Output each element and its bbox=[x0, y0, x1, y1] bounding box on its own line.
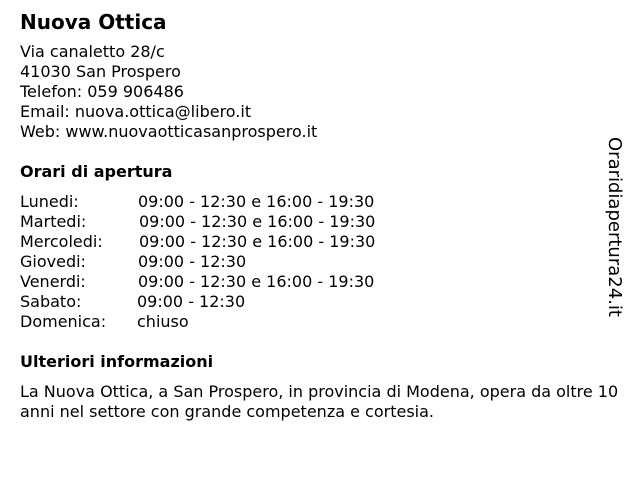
time-range: 09:00 - 12:30 e 16:00 - 19:30 bbox=[138, 272, 375, 291]
opening-hours-table bbox=[20, 192, 610, 332]
address-block bbox=[20, 42, 610, 142]
time-range: 09:00 - 12:30 bbox=[138, 252, 247, 271]
additional-info-text: La Nuova Ottica, a San Prospero, in provincia di Modena, opera da oltre 10 anni nel settore con grande competenza e cortesia. bbox=[20, 382, 619, 421]
time-range: 09:00 - 12:30 e 16:00 - 19:30 bbox=[138, 192, 375, 211]
hours-row-monday bbox=[20, 192, 610, 212]
time-range: 09:00 - 12:30 e 16:00 - 19:30 bbox=[139, 212, 376, 231]
business-name: Nuova Ottica bbox=[20, 10, 167, 34]
site-brand-label: Oraridiapertura24.it bbox=[604, 137, 625, 317]
day-label: Mercoledi: bbox=[20, 232, 103, 251]
day-label: Martedi: bbox=[20, 212, 87, 231]
time-range: chiuso bbox=[137, 312, 189, 331]
hours-row-thursday bbox=[20, 252, 610, 272]
opening-hours-heading: Orari di apertura bbox=[20, 162, 173, 181]
time-range: 09:00 - 12:30 e 16:00 - 19:30 bbox=[139, 232, 376, 251]
phone-number: Telefon: 059 906486 bbox=[20, 82, 184, 101]
time-range: 09:00 - 12:30 bbox=[137, 292, 246, 311]
street-address: Via canaletto 28/c bbox=[20, 42, 165, 61]
hours-row-sunday bbox=[20, 312, 610, 332]
email-address: Email: nuova.ottica@libero.it bbox=[20, 102, 252, 121]
postal-city: 41030 San Prospero bbox=[20, 62, 181, 81]
day-label: Venerdi: bbox=[20, 272, 86, 291]
additional-info-heading: Ulteriori informazioni bbox=[20, 352, 214, 371]
day-label: Lunedi: bbox=[20, 192, 79, 211]
day-label: Sabato: bbox=[20, 292, 82, 311]
day-label: Domenica: bbox=[20, 312, 107, 331]
day-label: Giovedi: bbox=[20, 252, 86, 271]
hours-row-friday bbox=[20, 272, 610, 292]
hours-row-tuesday bbox=[20, 212, 610, 232]
hours-row-wednesday bbox=[20, 232, 610, 252]
hours-row-saturday bbox=[20, 292, 610, 312]
website-address: Web: www.nuovaotticasanprospero.it bbox=[20, 122, 318, 141]
